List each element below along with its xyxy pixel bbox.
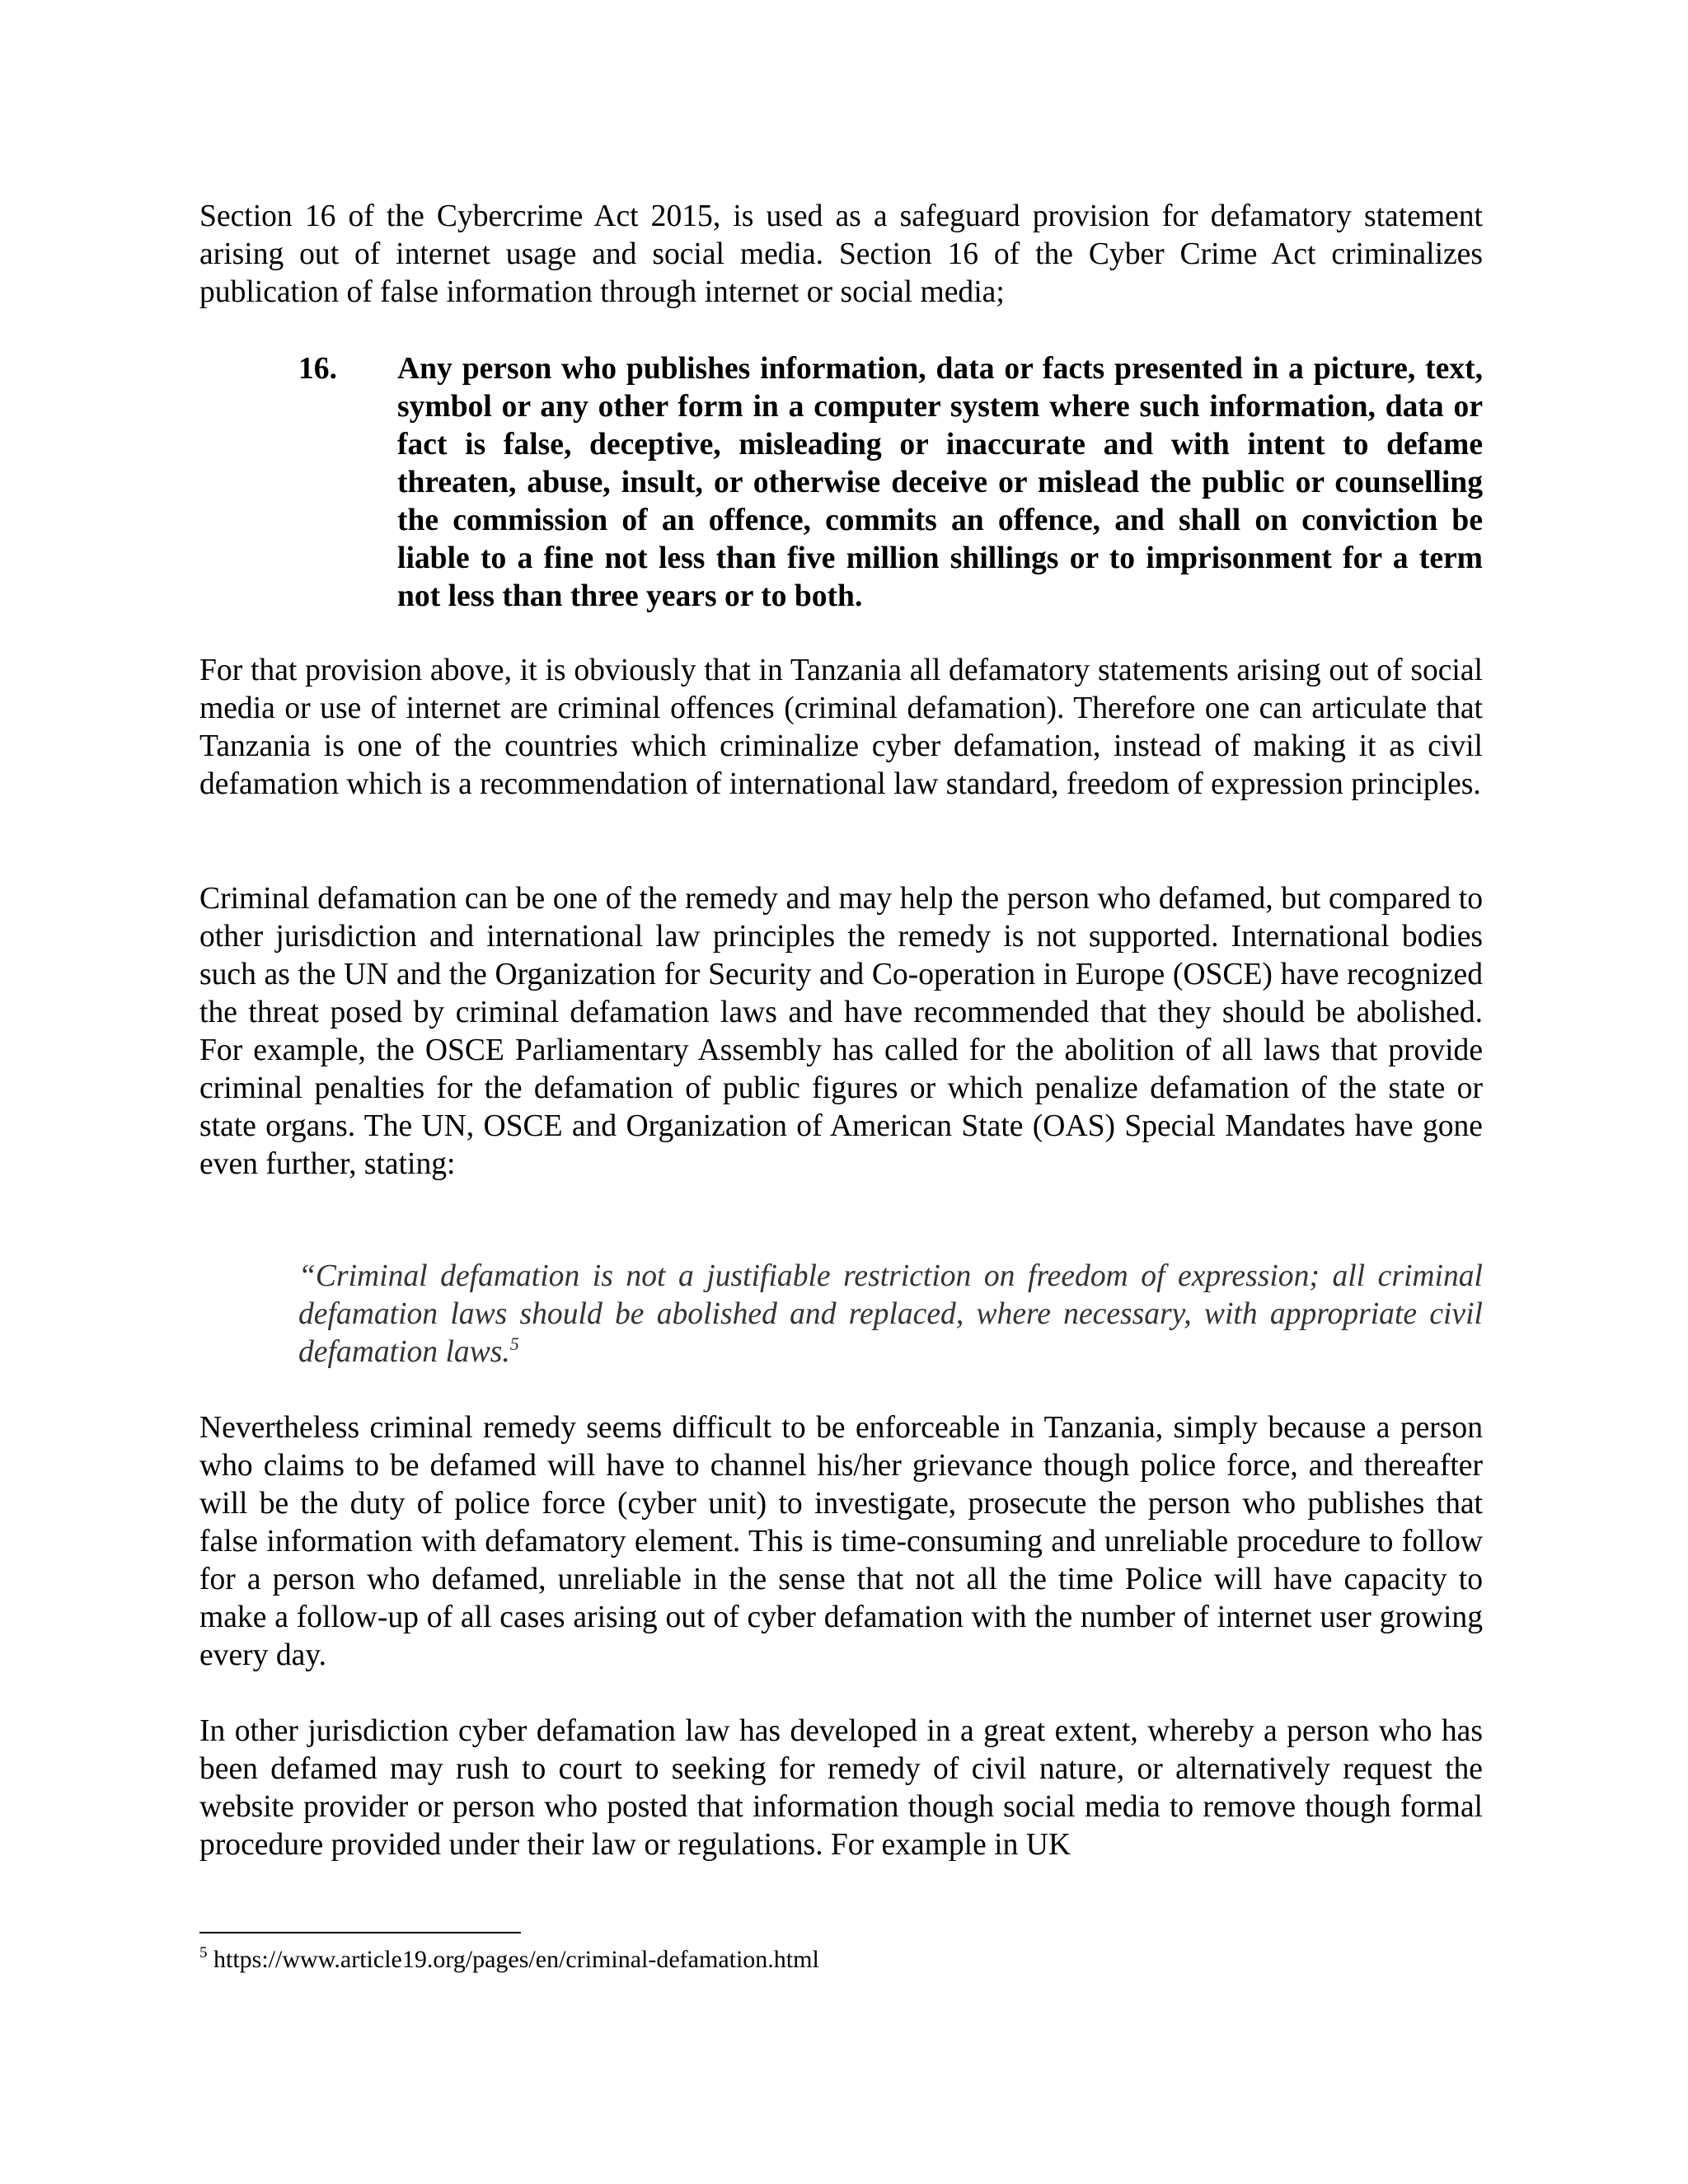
paragraph-other-jurisdictions: In other jurisdiction cyber defamation law has developed in a great extent, whereby a person who has been defamed may rush to court to seeking for remedy of civil nature, or alternatively request the website provider or person who posted that information though social media to remove though formal procedure provided under their law or regulations. For example in UK	[199, 1714, 1483, 1862]
footnote-separator	[199, 1932, 521, 1933]
footnote-5	[199, 1945, 1483, 1975]
paragraph-section-16-intro: Section 16 of the Cybercrime Act 2015, is used as a safeguard provision for defamatory statement arising out of internet usage and social media. Section 16 of the Cyber Crime Act criminalizes publication of false information through internet or social media;	[199, 199, 1483, 309]
footnote-reference-5[interactable]: 5	[509, 1333, 519, 1354]
block-quote-text: “Criminal defamation is not a justifiable restriction on freedom of expression; all criminal defamation laws should be abolished and replaced, where necessary, with appropriate civil defamation laws.	[298, 1259, 1483, 1369]
footnote-number: 5	[199, 1944, 208, 1961]
statute-number: 16.	[298, 352, 337, 386]
statute-text: Any person who publishes information, data or facts presented in a picture, text, symbol or any other form in a computer system where such information, data or fact is false, deceptive, misleading or inaccurate and with intent to defame threaten, abuse, insult, or otherwise deceive or mislead the public or counselling the commission of an offence, commits an offence, and shall on conviction be liable to a fine not less than five million shillings or to imprisonment for a term not less than three years or to both.	[397, 352, 1483, 613]
footnote-url[interactable]: https://www.article19.org/pages/en/criminal-defamation.html	[207, 1946, 819, 1973]
statute-section-16	[298, 350, 1483, 616]
block-quote	[298, 1258, 1483, 1371]
paragraph-provision-analysis: For that provision above, it is obviously that in Tanzania all defamatory statements arising out of social media or use of internet are criminal offences (criminal defamation). Therefore one can articulate that Tanzania is one of the countries which criminalize cyber defamation, instead of making it as civil defamation which is a recommendation of international law standard, freedom of expression principles.	[199, 654, 1483, 801]
paragraph-criminal-defamation: Criminal defamation can be one of the remedy and may help the person who defamed, but compared to other jurisdiction and international law principles the remedy is not supported. International bodies such as the UN and the Organization for Security and Co-operation in Europe (OSCE) have recognized the threat posed by criminal defamation laws and have recommended that they should be abolished. For example, the OSCE Parliamentary Assembly has called for the abolition of all laws that provide criminal penalties for the defamation of public figures or which penalize defamation of the state or state organs. The UN, OSCE and Organization of American State (OAS) Special Mandates have gone even further, stating:	[199, 882, 1483, 1181]
paragraph-enforcement-difficulty: Nevertheless criminal remedy seems difficult to be enforceable in Tanzania, simply because a person who claims to be defamed will have to channel his/her grievance though police force, and thereafter will be the duty of police force (cyber unit) to investigate, prosecute the person who publishes that false information with defamatory element. This is time-consuming and unreliable procedure to follow for a person who defamed, unreliable in the sense that not all the time Police will have capacity to make a follow-up of all cases arising out of cyber defamation with the number of internet user growing every day.	[199, 1411, 1483, 1672]
